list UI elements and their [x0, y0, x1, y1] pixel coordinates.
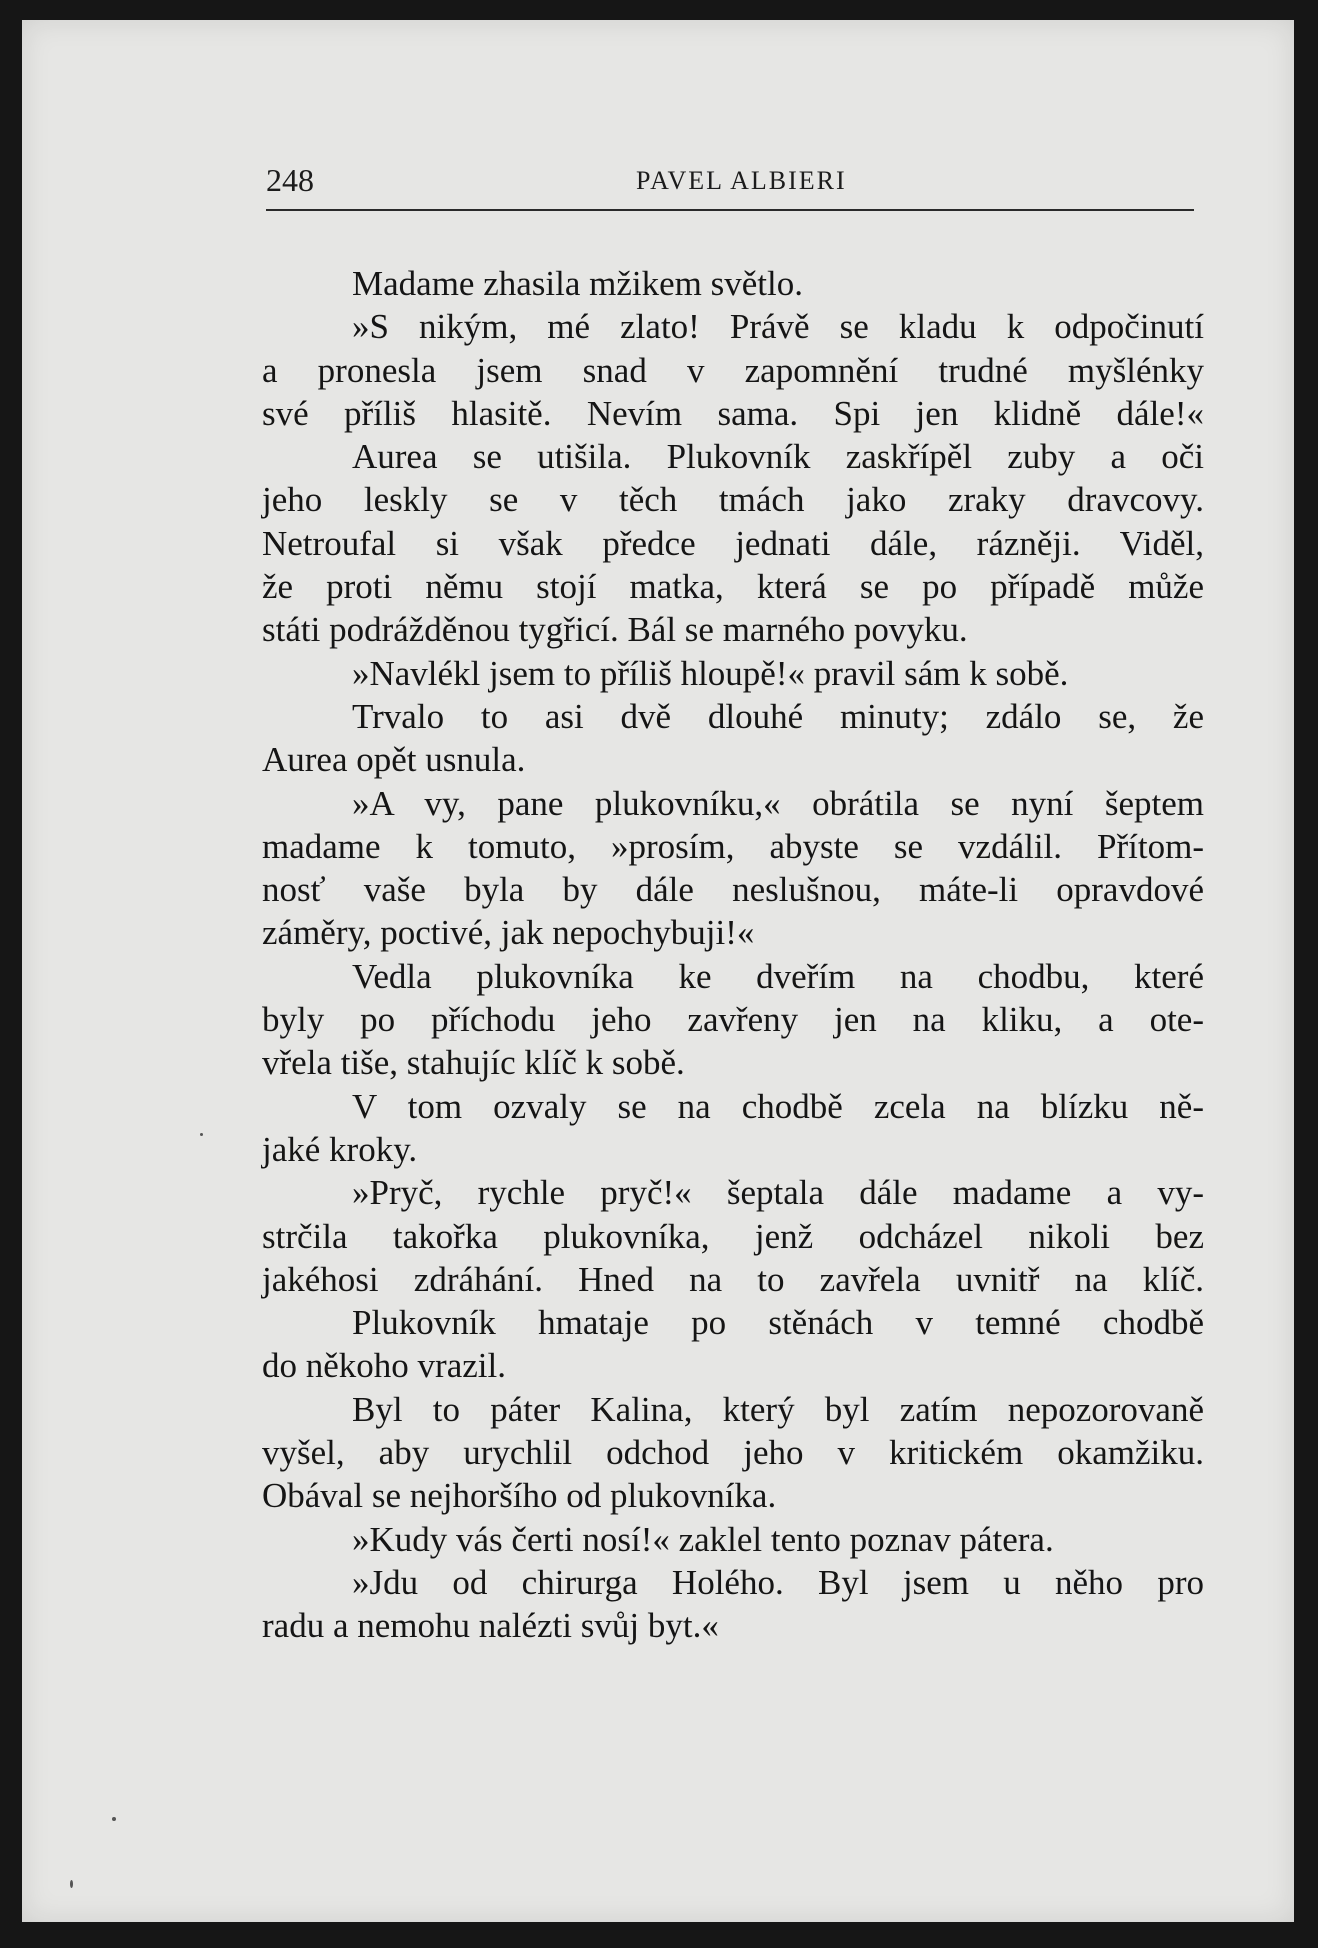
text-line: Aurea opět usnula.: [262, 740, 526, 780]
page-number: 248: [266, 162, 314, 198]
text-line: Madame zhasila mžikem světlo.: [352, 264, 803, 303]
text-line: »Pryč, rychle pryč!« šeptala dále madame a vy-: [352, 1173, 1204, 1213]
paragraph: [262, 1561, 1204, 1648]
text-line: Plukovník hmataje po stěnách v temné chodbě: [352, 1303, 1204, 1343]
text-line: »Jdu od chirurga Holého. Byl jsem u něho pro: [352, 1562, 1204, 1602]
text-line: vřela tiše, stahujíc klíč k sobě.: [262, 1043, 685, 1083]
text-line: Netroufal si však předce jednati dále, rázněji. Viděl,: [262, 523, 1204, 563]
text-line: Byl to páter Kalina, který byl zatím nepozorovaně: [352, 1389, 1204, 1429]
text-line: »S nikým, mé zlato! Právě se kladu k odpočinutí: [352, 307, 1204, 347]
text-line: záměry, poctivé, jak nepochybuji!«: [262, 913, 755, 953]
text-line: Trvalo to asi dvě dlouhé minuty; zdálo se, že: [352, 696, 1204, 736]
paragraph: [262, 782, 1204, 955]
header-rule: [266, 209, 1194, 211]
text-line: madame k tomuto, »prosím, abyste se vzdálil. Přítom-: [262, 826, 1204, 866]
text-line: že proti němu stojí matka, která se po případě může: [262, 567, 1204, 607]
running-title: PAVEL ALBIERI: [636, 166, 847, 195]
text-line: nosť vaše byla by dále neslušnou, máte-li opravdové: [262, 870, 1204, 910]
paragraph: [262, 652, 1204, 695]
text-line: radu a nemohu nalézti svůj byt.«: [262, 1606, 719, 1646]
paragraph: [262, 1301, 1204, 1388]
text-line: »Kudy vás čerti nosí!« zaklel tento poznav pátera.: [352, 1519, 1054, 1559]
text-line: vyšel, aby urychlil odchod jeho v kritickém okamžiku.: [262, 1433, 1204, 1473]
text-line: jeho leskly se v těch tmách jako zraky dravcovy.: [262, 480, 1204, 520]
paragraph: [262, 1518, 1204, 1561]
paragraph: [262, 1171, 1204, 1301]
text-line: Vedla plukovníka ke dveřím na chodbu, které: [352, 956, 1204, 996]
text-line: jaké kroky.: [262, 1129, 418, 1169]
text-line: jakéhosi zdráhání. Hned na to zavřela uvnitř na klíč.: [262, 1259, 1204, 1299]
paragraph: [262, 955, 1204, 1085]
paper-speck: [70, 1880, 73, 1888]
text-line: a pronesla jsem snad v zapomnění trudné myšlénky: [262, 350, 1204, 390]
paragraph: [262, 305, 1204, 435]
text-line: »Navlékl jsem to příliš hloupě!« pravil sám k sobě.: [352, 653, 1069, 693]
paragraph: [262, 695, 1204, 782]
text-line: »A vy, pane plukovníku,« obrátila se nyní šeptem: [352, 783, 1204, 823]
text-line: Obával se nejhoršího od plukovníka.: [262, 1476, 777, 1516]
body-text: [262, 262, 1204, 1648]
text-line: Aurea se utišila. Plukovník zaskřípěl zuby a oči: [352, 437, 1204, 477]
paragraph: [262, 1388, 1204, 1518]
paragraph: [262, 435, 1204, 651]
paper-speck: [200, 1133, 203, 1136]
page-header: [266, 162, 1196, 206]
text-line: V tom ozvaly se na chodbě zcela na blízku ně-: [352, 1086, 1204, 1126]
text-line: do někoho vrazil.: [262, 1346, 506, 1386]
text-line: byly po příchodu jeho zavřeny jen na kliku, a ote-: [262, 1000, 1204, 1040]
paragraph: [262, 262, 1204, 305]
paragraph: [262, 1085, 1204, 1172]
text-line: státi podrážděnou tygřicí. Bál se marného povyku.: [262, 610, 968, 650]
text-line: své příliš hlasitě. Nevím sama. Spi jen klidně dále!«: [262, 393, 1204, 433]
text-line: strčila takořka plukovníka, jenž odcházel nikoli bez: [262, 1216, 1204, 1256]
paper-speck: [112, 1817, 116, 1821]
